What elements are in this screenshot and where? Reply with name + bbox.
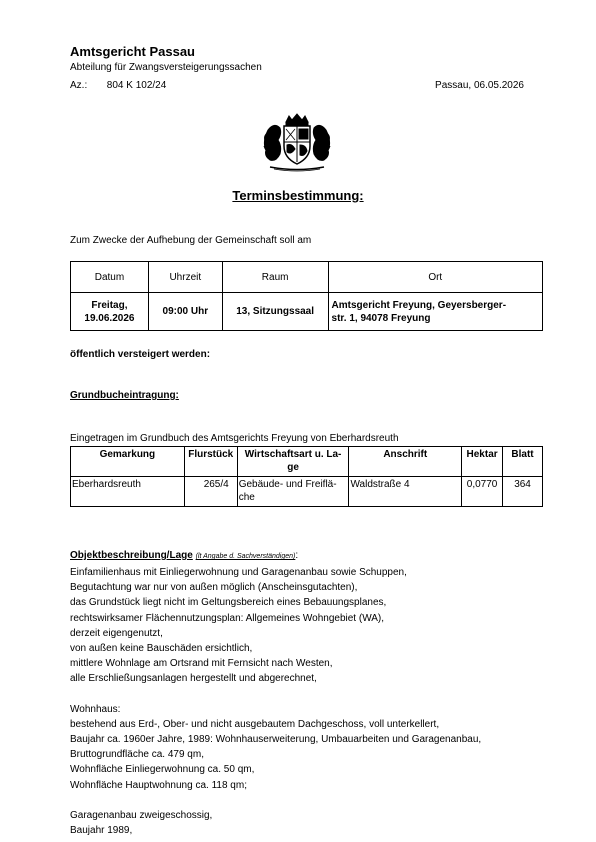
header-gemarkung: Gemarkung: [71, 447, 185, 477]
cell-room: 13, Sitzungssaal: [222, 293, 328, 331]
header-hektar: Hektar: [462, 447, 503, 477]
object-description-body: [70, 565, 540, 838]
land-register-intro: Eingetragen im Grundbuch des Amtsgerichts Freyung von Eberhardsreuth: [70, 433, 399, 444]
court-department: Abteilung für Zwangsversteigerungssachen: [70, 62, 262, 73]
cell-wirtschaftsart-line-2: che: [238, 492, 255, 503]
document-title: Terminsbestimmung:: [232, 188, 364, 203]
cell-place: [328, 293, 542, 331]
header-date: Datum: [71, 262, 149, 293]
description-line: [70, 687, 540, 702]
description-line: von außen keine Bauschäden ersichtlich,: [70, 642, 253, 654]
court-name: Amtsgericht Passau: [70, 44, 195, 59]
cell-hektar: 0,0770: [462, 477, 503, 507]
header-time: Uhrzeit: [148, 262, 222, 293]
cell-gemarkung: Eberhardsreuth: [71, 477, 185, 507]
intro-text: Zum Zwecke der Aufhebung der Gemeinschaft soll am: [70, 235, 312, 246]
coat-of-arms-icon: [262, 112, 332, 174]
date-value: 19.06.2026: [84, 312, 135, 324]
auction-statement: öffentlich versteigert werden:: [70, 349, 211, 360]
description-line: Bruttogrundfläche ca. 479 qm,: [70, 749, 204, 761]
description-line: mittlere Wohnlage am Ortsrand mit Fernsicht nach Westen,: [70, 658, 333, 670]
cell-wirtschaftsart: [237, 477, 349, 507]
header-wirtschaftsart: [237, 447, 349, 477]
cell-wirtschaftsart-line-1: Gebäude- und Freiflä-: [238, 479, 337, 490]
description-line: Garagenanbau zweigeschossig,: [70, 810, 213, 821]
file-reference-row: [70, 80, 524, 91]
place-date: Passau, 06.05.2026: [435, 80, 524, 91]
place-line-2: str. 1, 94078 Freyung: [331, 312, 431, 324]
cell-time: 09:00 Uhr: [148, 293, 222, 331]
cell-flurstueck: 265/4: [184, 477, 237, 507]
table-row: [71, 477, 543, 507]
file-reference-label: Az.:: [70, 80, 88, 91]
description-line: Begutachtung war nur von außen möglich (Anscheinsgutachten),: [70, 582, 358, 594]
appointment-table: [70, 261, 543, 331]
header-anschrift: Anschrift: [349, 447, 462, 477]
date-weekday: Freitag,: [91, 299, 128, 311]
place-line-1: Amtsgericht Freyung, Geyersberger-: [331, 299, 507, 311]
object-heading-text: Objektbeschreibung/Lage: [70, 550, 193, 561]
object-heading-note: (lt Angabe d. Sachverständigen): [195, 553, 296, 560]
description-line: rechtswirksamer Flächennutzungsplan: Allgemeines Wohngebiet (WA),: [70, 612, 385, 624]
description-line: alle Erschließungsanlagen hergestellt und abgerechnet,: [70, 673, 317, 685]
header-wirtschaftsart-line-1: Wirtschaftsart u. La-: [244, 449, 342, 460]
cell-blatt: 364: [503, 477, 543, 507]
file-reference-value: 804 K 102/24: [106, 80, 167, 91]
object-description-heading: [70, 550, 298, 561]
description-line: [70, 793, 540, 808]
object-heading-colon: :: [295, 550, 299, 561]
description-line: derzeit eigengenutzt,: [70, 627, 163, 639]
description-line: bestehend aus Erd-, Ober- und nicht ausgebautem Dachgeschoss, voll unterkellert,: [70, 718, 440, 730]
description-line: Wohnfläche Hauptwohnung ca. 118 qm;: [70, 779, 247, 791]
header-room: Raum: [222, 262, 328, 293]
header-blatt: Blatt: [503, 447, 543, 477]
land-register-heading: Grundbucheintragung:: [70, 390, 179, 401]
header-place: Ort: [328, 262, 542, 293]
description-line: Baujahr ca. 1960er Jahre, 1989: Wohnhauserweiterung, Umbauarbeiten und Garagenanbau,: [70, 734, 482, 746]
description-line: Baujahr 1989,: [70, 825, 133, 837]
cell-anschrift: Waldstraße 4: [349, 477, 462, 507]
land-register-table: [70, 446, 543, 507]
description-line: Wohnfläche Einliegerwohnung ca. 50 qm,: [70, 764, 255, 776]
cell-date: [71, 293, 149, 331]
header-wirtschaftsart-line-2: ge: [287, 462, 299, 473]
description-line: Einfamilienhaus mit Einliegerwohnung und Garagenanbau sowie Schuppen,: [70, 567, 407, 578]
description-line: Wohnhaus:: [70, 703, 121, 715]
header-flurstueck: Flurstück: [184, 447, 237, 477]
description-line: das Grundstück liegt nicht im Geltungsbereich eines Bebauungsplanes,: [70, 597, 387, 609]
